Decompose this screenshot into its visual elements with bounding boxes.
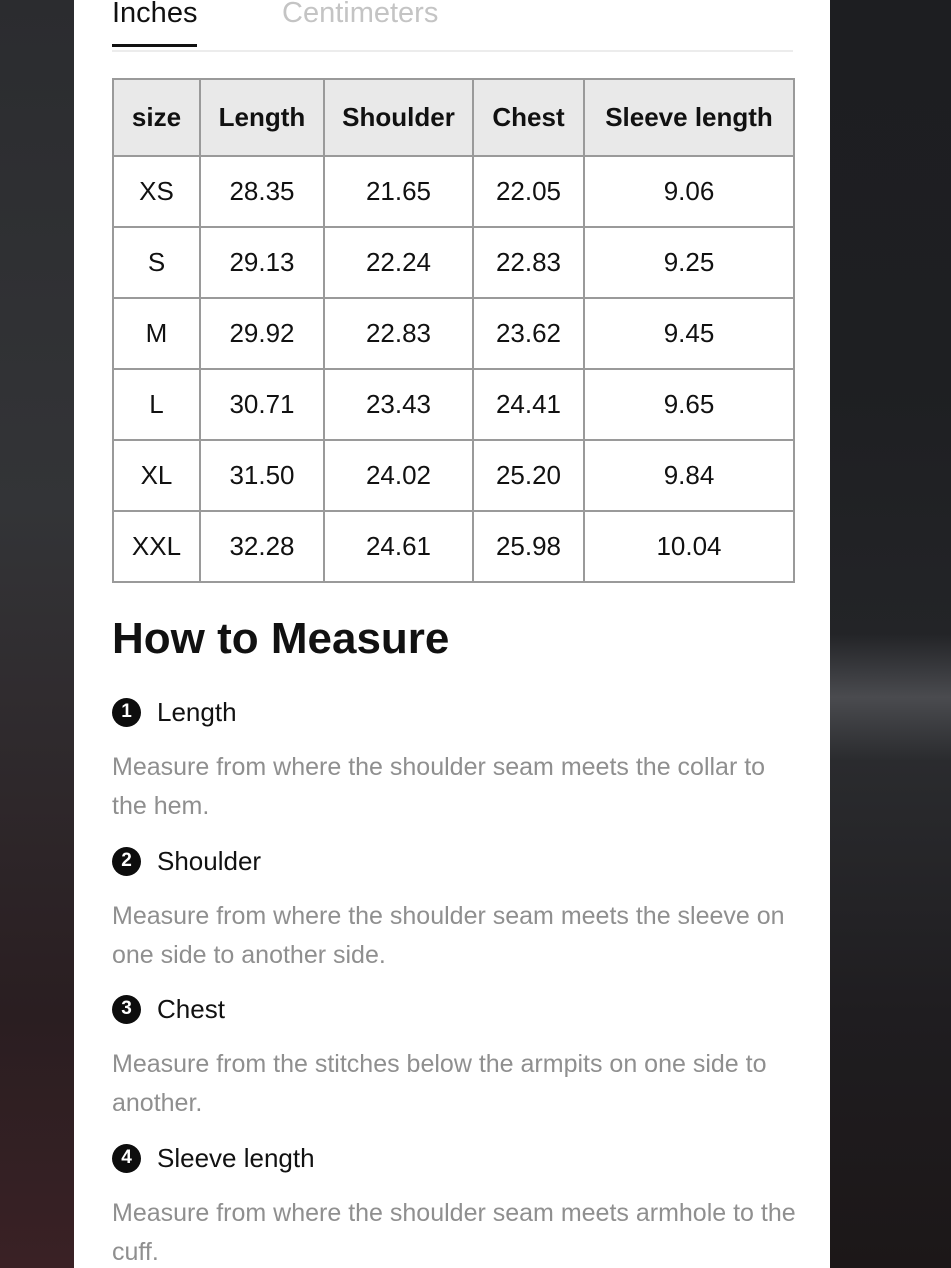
tab-centimeters[interactable]: Centimeters xyxy=(282,0,439,29)
table-cell: 10.04 xyxy=(584,511,794,582)
table-cell: S xyxy=(113,227,200,298)
number-1-icon: 1 xyxy=(112,698,141,727)
table-cell: 9.45 xyxy=(584,298,794,369)
table-cell: 25.20 xyxy=(473,440,584,511)
table-cell: XS xyxy=(113,156,200,227)
size-guide-panel xyxy=(74,0,830,1268)
table-cell: 21.65 xyxy=(324,156,473,227)
table-row xyxy=(113,440,794,511)
table-cell: M xyxy=(113,298,200,369)
table-cell: 9.25 xyxy=(584,227,794,298)
measure-item-title: Shoulder xyxy=(157,845,262,876)
measure-item-sleeve-length xyxy=(112,1141,802,1268)
table-cell: XXL xyxy=(113,511,200,582)
table-cell: 24.41 xyxy=(473,369,584,440)
table-header-row xyxy=(113,79,794,156)
table-cell: 23.62 xyxy=(473,298,584,369)
table-cell: 24.02 xyxy=(324,440,473,511)
table-row xyxy=(113,156,794,227)
measure-item-length xyxy=(112,695,802,826)
number-3-icon: 3 xyxy=(112,995,141,1024)
table-cell: 22.83 xyxy=(324,298,473,369)
table-row xyxy=(113,511,794,582)
table-cell: 22.83 xyxy=(473,227,584,298)
measure-item-description: Measure from where the shoulder seam meets the collar to the hem. xyxy=(112,753,766,820)
table-cell: 9.84 xyxy=(584,440,794,511)
header-size: size xyxy=(113,79,200,156)
table-cell: 30.71 xyxy=(200,369,324,440)
table-cell: XL xyxy=(113,440,200,511)
table-cell: 25.98 xyxy=(473,511,584,582)
measure-item-description: Measure from the stitches below the armpits on one side to another. xyxy=(112,1050,767,1117)
table-cell: 22.24 xyxy=(324,227,473,298)
table-cell: L xyxy=(113,369,200,440)
header-length: Length xyxy=(200,79,324,156)
table-cell: 9.65 xyxy=(584,369,794,440)
how-to-measure-title: How to Measure xyxy=(112,614,450,663)
measure-item-title: Sleeve length xyxy=(157,1142,315,1173)
table-cell: 24.61 xyxy=(324,511,473,582)
measure-item-shoulder xyxy=(112,844,802,975)
table-cell: 32.28 xyxy=(200,511,324,582)
measure-item-description: Measure from where the shoulder seam meets armhole to the cuff. xyxy=(112,1199,796,1266)
table-row xyxy=(113,227,794,298)
number-2-icon: 2 xyxy=(112,847,141,876)
header-shoulder: Shoulder xyxy=(324,79,473,156)
measure-item-chest xyxy=(112,992,802,1123)
tab-inches[interactable]: Inches xyxy=(112,0,197,47)
table-cell: 9.06 xyxy=(584,156,794,227)
table-cell: 23.43 xyxy=(324,369,473,440)
background-left xyxy=(0,0,74,1268)
measure-item-title: Chest xyxy=(157,993,225,1024)
table-cell: 29.13 xyxy=(200,227,324,298)
header-chest: Chest xyxy=(473,79,584,156)
table-cell: 28.35 xyxy=(200,156,324,227)
measure-item-title: Length xyxy=(157,696,237,727)
header-sleeve-length: Sleeve length xyxy=(584,79,794,156)
table-row xyxy=(113,298,794,369)
table-row xyxy=(113,369,794,440)
number-4-icon: 4 xyxy=(112,1144,141,1173)
table-cell: 22.05 xyxy=(473,156,584,227)
size-table xyxy=(112,78,795,583)
unit-tabs xyxy=(112,0,793,52)
background-right xyxy=(830,0,951,1268)
table-cell: 31.50 xyxy=(200,440,324,511)
table-cell: 29.92 xyxy=(200,298,324,369)
measure-item-description: Measure from where the shoulder seam meets the sleeve on one side to another side. xyxy=(112,902,785,969)
